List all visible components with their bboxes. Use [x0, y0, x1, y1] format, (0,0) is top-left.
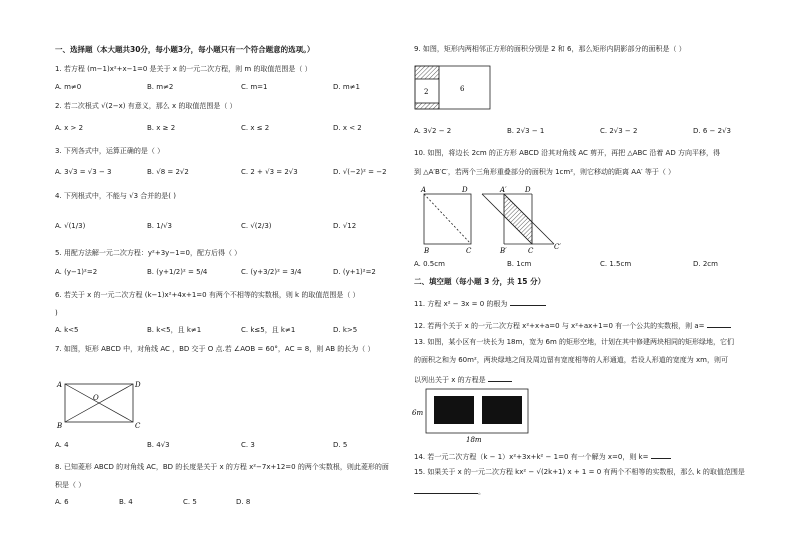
q5-option-c[interactable]: C. (y+3/2)² = 3/4	[241, 268, 302, 276]
q7-option-a[interactable]: A. 4	[55, 441, 69, 449]
q5-option-d[interactable]: D. (y+1)²=2	[333, 268, 376, 276]
q12-text: 12. 若两个关于 x 的一元二次方程 x²+x+a=0 与 x²+ax+1=0 有一个公共的实数根，则 a=	[414, 322, 705, 330]
q10-label-d2: D	[525, 186, 531, 194]
q6-option-b[interactable]: B. k<5，且 k≠1	[147, 326, 202, 334]
q5-option-a[interactable]: A. (y−1)²=2	[55, 268, 98, 276]
q8-option-a[interactable]: A. 6	[55, 498, 69, 506]
q10-label-d: D	[462, 186, 468, 194]
q9-option-a[interactable]: A. 3√2 − 2	[414, 127, 452, 135]
q9-option-d[interactable]: D. 6 − 2√3	[693, 127, 731, 135]
q2-option-c[interactable]: C. x ≤ 2	[241, 124, 270, 132]
q8-stem: 8. 已知菱形 ABCD 的对角线 AC，BD 的长度是关于 x 的方程 x²−7x+12=0 的两个实数根，则此菱形的面	[55, 463, 389, 471]
q1-option-d[interactable]: D. m≠1	[333, 83, 360, 91]
q13-answer-blank[interactable]	[488, 374, 512, 382]
q13-width-label: 18m	[466, 436, 482, 444]
section1-heading: 一、选择题（本大题共30分，每小题3分，每小题只有一个符合题意的选项。）	[55, 45, 315, 54]
q11-stem	[414, 298, 546, 309]
q5-option-b[interactable]: B. (y+1/2)² = 5/4	[147, 268, 208, 276]
q10-label-a: A	[421, 186, 427, 194]
q1-option-c[interactable]: C. m=1	[241, 83, 268, 91]
q9-label-2: 2	[424, 88, 429, 96]
q15-end: 。	[478, 488, 485, 496]
q10-option-a[interactable]: A. 0.5cm	[414, 260, 445, 268]
q13-stem-a: 13. 如图，某小区有一块长为 18m，宽为 6m 的矩形空地，计划在其中修建两块相同的矩形绿地，它们	[414, 338, 735, 346]
q15-stem-a: 15. 如果关于 x 的一元二次方程 kx² − √(2k+1) x + 1 = 0 有两个不相等的实数根，那么 k 的取值范围是	[414, 468, 745, 476]
q10-label-a1: A′	[500, 186, 507, 194]
q3-option-a[interactable]: A. 3√3 = √3 − 3	[55, 168, 112, 176]
q3-stem: 3. 下列各式中，运算正确的是（ ）	[55, 147, 165, 155]
q8-option-d[interactable]: D. 8	[236, 498, 251, 506]
q9-stem: 9. 如图，矩形内两相邻正方形的面积分别是 2 和 6，那么矩形内阴影部分的面积是（ ）	[414, 45, 686, 53]
q6-option-c[interactable]: C. k≤5，且 k≠1	[241, 326, 296, 334]
q9-option-c[interactable]: C. 2√3 − 2	[600, 127, 638, 135]
q3-option-d[interactable]: D. √(−2)² = −2	[333, 168, 387, 176]
q3-option-b[interactable]: B. √8 = 2√2	[147, 168, 189, 176]
q1-option-a[interactable]: A. m≠0	[55, 83, 82, 91]
q5-stem: 5. 用配方法解一元二次方程：y²+3y−1=0，配方后得（ ）	[55, 249, 242, 257]
q13-garden-figure	[412, 385, 542, 445]
q9-option-b[interactable]: B. 2√3 − 1	[507, 127, 545, 135]
q10-option-b[interactable]: B. 1cm	[507, 260, 532, 268]
q10-label-c: C	[466, 247, 472, 255]
q9-squares-figure	[414, 64, 494, 112]
q8-stem-cont: 积是（ ）	[55, 481, 86, 489]
q10-label-c2: C	[528, 247, 534, 255]
q6-blank: )	[55, 309, 58, 317]
q7-option-c[interactable]: C. 3	[241, 441, 255, 449]
q10-option-c[interactable]: C. 1.5cm	[600, 260, 632, 268]
q14-answer-blank[interactable]	[651, 451, 671, 459]
q10-label-b: B	[424, 247, 430, 255]
q4-option-b[interactable]: B. 1/√3	[147, 222, 172, 230]
q4-option-a[interactable]: A. √(1/3)	[55, 222, 86, 230]
q10-label-b1: B′	[500, 247, 507, 255]
q10-label-c1: C′	[554, 243, 561, 251]
q13-height-label: 6m	[412, 409, 424, 417]
q6-option-a[interactable]: A. k<5	[55, 326, 79, 334]
q7-option-b[interactable]: B. 4√3	[147, 441, 170, 449]
q9-label-6: 6	[460, 85, 465, 93]
q10-translation-figure	[414, 183, 594, 258]
q8-option-c[interactable]: C. 5	[183, 498, 197, 506]
q7-stem: 7. 如图，矩形 ABCD 中，对角线 AC ，BD 交于 O 点.若 ∠AOB = 60°，AC = 8，则 AB 的长为（ ）	[55, 345, 375, 353]
q4-stem: 4. 下列根式中，不能与 √3 合并的是( )	[55, 192, 176, 200]
q14-stem	[414, 451, 671, 462]
q2-option-a[interactable]: A. x > 2	[55, 124, 84, 132]
q10-option-d[interactable]: D. 2cm	[693, 260, 718, 268]
q14-text: 14. 若一元二次方程（k − 1）x²+3x+k² − 1=0 有一个解为 x=0，则 k=	[414, 453, 649, 461]
svg-text:O: O	[93, 394, 99, 402]
q13-text: 以列出关于 x 的方程是	[414, 376, 486, 384]
q2-stem: 2. 若二次根式 √(2−x) 有意义，那么 x 的取值范围是（ ）	[55, 102, 237, 110]
q10-stem: 10. 如图，将边长 2cm 的正方形 ABCD 沿其对角线 AC 剪开，再把 △ABC 沿着 AD 方向平移，得	[414, 149, 720, 157]
q6-option-d[interactable]: D. k>5	[333, 326, 358, 334]
q2-option-b[interactable]: B. x ≥ 2	[147, 124, 176, 132]
q15-answer-blank[interactable]	[414, 486, 478, 494]
q7-rectangle-figure	[55, 378, 145, 430]
q12-stem	[414, 320, 731, 331]
q11-answer-blank[interactable]	[510, 298, 546, 306]
q2-option-d[interactable]: D. x < 2	[333, 124, 362, 132]
q1-stem: 1. 若方程 (m−1)x²+x−1=0 是关于 x 的一元二次方程，则 m 的取值范围是（ ）	[55, 65, 312, 73]
q12-answer-blank[interactable]	[707, 320, 731, 328]
section2-heading: 二、填空题（每小题 3 分，共 15 分）	[414, 277, 546, 286]
q11-text: 11. 方程 x² − 3x = 0 的根为	[414, 300, 508, 308]
svg-text:A: A	[57, 381, 63, 389]
q4-option-d[interactable]: D. √12	[333, 222, 357, 230]
q7-option-d[interactable]: D. 5	[333, 441, 348, 449]
svg-text:C: C	[135, 422, 141, 430]
q10-stem-cont: 到 △A′B′C′，若两个三角形重叠部分的面积为 1cm²，则它移动的距离 AA′ 等于（ ）	[414, 168, 676, 176]
q3-option-c[interactable]: C. 2 + √3 = 2√3	[241, 168, 298, 176]
q6-stem: 6. 若关于 x 的一元二次方程 (k−1)x²+4x+1=0 有两个不相等的实数根，则 k 的取值范围是（ ）	[55, 291, 360, 299]
q13-stem-b: 的面积之和为 60m²，两块绿地之间及周边留有宽度相等的人形通道，若设人形道的宽度为 xm，则可	[414, 356, 728, 364]
q15-stem-b	[414, 486, 485, 497]
q8-option-b[interactable]: B. 4	[119, 498, 133, 506]
svg-text:D: D	[135, 381, 141, 389]
svg-text:B: B	[57, 422, 63, 430]
q13-stem-c	[414, 374, 512, 385]
q1-option-b[interactable]: B. m≠2	[147, 83, 174, 91]
q4-option-c[interactable]: C. √(2/3)	[241, 222, 272, 230]
